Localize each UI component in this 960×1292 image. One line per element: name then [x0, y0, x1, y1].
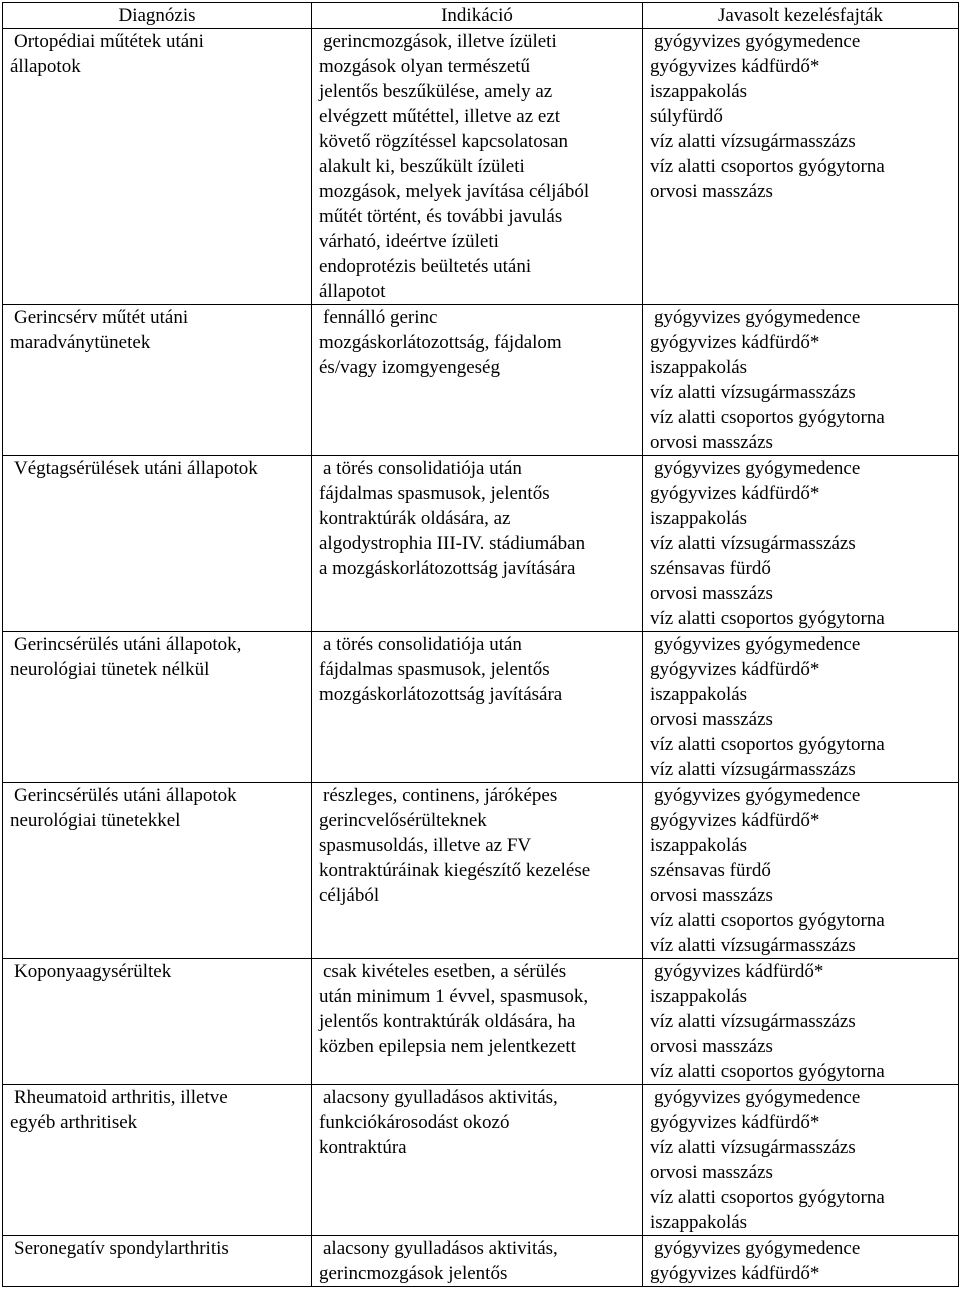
- treatment-item: víz alatti vízsugármasszázs: [650, 1137, 856, 1158]
- treatment-item: gyógyvizes gyógymedence: [654, 31, 861, 52]
- treatment-item: víz alatti csoportos gyógytorna: [650, 734, 885, 755]
- indication-line: követő rögzítéssel kapcsolatosan: [319, 131, 569, 152]
- treatment-item: gyógyvizes kádfürdő*: [650, 810, 820, 831]
- indication-cell: [312, 783, 643, 959]
- indication-line: endoprotézis beültetés utáni: [319, 256, 532, 277]
- indication-cell: [312, 1085, 643, 1236]
- indication-line: fájdalmas spasmusok, jelentős: [319, 483, 550, 504]
- treatment-item: orvosi masszázs: [650, 1162, 773, 1183]
- treatment-item: súlyfürdő: [650, 106, 723, 127]
- diagnosis-line: neurológiai tünetekkel: [10, 810, 181, 831]
- diagnosis-line: Végtagsérülések utáni állapotok: [14, 458, 258, 479]
- treatment-item: iszappakolás: [650, 684, 748, 705]
- treatment-item: gyógyvizes kádfürdő*: [654, 961, 824, 982]
- treatment-item: gyógyvizes kádfürdő*: [650, 56, 820, 77]
- indication-line: alacsony gyulladásos aktivitás,: [323, 1238, 558, 1259]
- indication-line: a mozgáskorlátozottság javítására: [319, 558, 576, 579]
- treatment-item: gyógyvizes kádfürdő*: [650, 1263, 820, 1284]
- treatment-item: gyógyvizes kádfürdő*: [650, 1112, 820, 1133]
- treatment-item: gyógyvizes kádfürdő*: [650, 483, 820, 504]
- treatment-item: víz alatti csoportos gyógytorna: [650, 608, 885, 629]
- indication-line: funkciókárosodást okozó: [319, 1112, 510, 1133]
- treatment-item: gyógyvizes gyógymedence: [654, 458, 861, 479]
- treatment-item: orvosi masszázs: [650, 709, 773, 730]
- table-row: [3, 305, 959, 456]
- treatments-cell: [643, 305, 959, 456]
- treatment-item: orvosi masszázs: [650, 583, 773, 604]
- indication-line: után minimum 1 évvel, spasmusok,: [319, 986, 589, 1007]
- treatment-item: gyógyvizes gyógymedence: [654, 634, 861, 655]
- table-row: [3, 632, 959, 783]
- treatment-item: víz alatti csoportos gyógytorna: [650, 1187, 885, 1208]
- diagnosis-line: maradványtünetek: [10, 332, 151, 353]
- indication-line: közben epilepsia nem jelentkezett: [319, 1036, 576, 1057]
- diagnosis-cell: [3, 456, 312, 632]
- diagnosis-line: Gerincsérülés utáni állapotok,: [14, 634, 242, 655]
- indication-line: gerincvelősérülteknek: [319, 810, 487, 831]
- treatments-cell: [643, 29, 959, 305]
- treatment-item: víz alatti csoportos gyógytorna: [650, 910, 885, 931]
- treatment-item: orvosi masszázs: [650, 181, 773, 202]
- treatment-item: gyógyvizes gyógymedence: [654, 1238, 861, 1259]
- treatment-item: gyógyvizes gyógymedence: [654, 307, 861, 328]
- diagnosis-line: Gerincsérülés utáni állapotok: [14, 785, 237, 806]
- indication-line: jelentős beszűkülése, amely az: [319, 81, 553, 102]
- treatment-item: szénsavas fürdő: [650, 558, 771, 579]
- indication-line: kontraktúra: [319, 1137, 407, 1158]
- table-row: [3, 959, 959, 1085]
- indication-line: mozgáskorlátozottság, fájdalom: [319, 332, 562, 353]
- diagnosis-cell: [3, 632, 312, 783]
- indication-line: algodystrophia III-IV. stádiumában: [319, 533, 586, 554]
- treatment-item: orvosi masszázs: [650, 1036, 773, 1057]
- indication-line: a törés consolidatiója után: [323, 458, 522, 479]
- treatment-item: iszappakolás: [650, 986, 748, 1007]
- table-row: [3, 456, 959, 632]
- indication-line: várható, ideértve ízületi: [319, 231, 499, 252]
- indication-line: spasmusoldás, illetve az FV: [319, 835, 532, 856]
- indication-line: elvégzett műtéttel, illetve az ezt: [319, 106, 561, 127]
- indication-table: [2, 2, 959, 1287]
- indication-line: műtét történt, és további javulás: [319, 206, 563, 227]
- diagnosis-cell: [3, 959, 312, 1085]
- treatment-item: víz alatti vízsugármasszázs: [650, 131, 856, 152]
- treatment-item: víz alatti csoportos gyógytorna: [650, 156, 885, 177]
- indication-line: céljából: [319, 885, 380, 906]
- indication-cell: [312, 305, 643, 456]
- indication-line: csak kivételes esetben, a sérülés: [323, 961, 567, 982]
- indication-line: gerincmozgások, illetve ízületi: [323, 31, 557, 52]
- treatment-item: gyógyvizes gyógymedence: [654, 785, 861, 806]
- diagnosis-line: Seronegatív spondylarthritis: [14, 1238, 229, 1259]
- treatment-item: iszappakolás: [650, 1212, 748, 1233]
- treatments-cell: [643, 959, 959, 1085]
- treatment-item: víz alatti vízsugármasszázs: [650, 382, 856, 403]
- header-treatments: Javasolt kezelésfajták: [643, 3, 959, 29]
- indication-line: és/vagy izomgyengeség: [319, 357, 500, 378]
- indication-line: a törés consolidatiója után: [323, 634, 522, 655]
- diagnosis-cell: [3, 783, 312, 959]
- diagnosis-cell: [3, 29, 312, 305]
- indication-line: jelentős kontraktúrák oldására, ha: [319, 1011, 576, 1032]
- indication-line: mozgások, melyek javítása céljából: [319, 181, 590, 202]
- diagnosis-cell: [3, 305, 312, 456]
- treatment-item: iszappakolás: [650, 81, 748, 102]
- treatment-item: gyógyvizes kádfürdő*: [650, 659, 820, 680]
- indication-line: részleges, continens, járóképes: [323, 785, 558, 806]
- treatment-item: víz alatti vízsugármasszázs: [650, 935, 856, 956]
- treatment-item: víz alatti vízsugármasszázs: [650, 759, 856, 780]
- treatment-item: víz alatti vízsugármasszázs: [650, 533, 856, 554]
- indication-line: mozgások olyan természetű: [319, 56, 531, 77]
- diagnosis-cell: [3, 1236, 312, 1287]
- treatment-item: szénsavas fürdő: [650, 860, 771, 881]
- table-row: [3, 1236, 959, 1287]
- indication-cell: [312, 959, 643, 1085]
- treatment-item: orvosi masszázs: [650, 885, 773, 906]
- diagnosis-line: Rheumatoid arthritis, illetve: [14, 1087, 228, 1108]
- treatments-cell: [643, 783, 959, 959]
- diagnosis-line: Gerincsérv műtét utáni: [14, 307, 189, 328]
- table-row: [3, 1085, 959, 1236]
- treatments-cell: [643, 1085, 959, 1236]
- header-indication: Indikáció: [312, 3, 643, 29]
- diagnosis-line: állapotok: [10, 56, 81, 77]
- treatment-item: orvosi masszázs: [650, 432, 773, 453]
- indication-line: állapotot: [319, 281, 386, 302]
- indication-line: kontraktúrák oldására, az: [319, 508, 511, 529]
- diagnosis-line: Ortopédiai műtétek utáni: [14, 31, 204, 52]
- table-row: [3, 783, 959, 959]
- treatment-item: iszappakolás: [650, 508, 748, 529]
- treatments-cell: [643, 632, 959, 783]
- treatment-item: iszappakolás: [650, 357, 748, 378]
- diagnosis-cell: [3, 1085, 312, 1236]
- diagnosis-line: egyéb arthritisek: [10, 1112, 138, 1133]
- indication-line: kontraktúráinak kiegészítő kezelése: [319, 860, 591, 881]
- indication-line: alakult ki, beszűkült ízületi: [319, 156, 525, 177]
- treatment-item: iszappakolás: [650, 835, 748, 856]
- treatment-item: víz alatti vízsugármasszázs: [650, 1011, 856, 1032]
- indication-cell: [312, 456, 643, 632]
- indication-cell: [312, 29, 643, 305]
- indication-cell: [312, 1236, 643, 1287]
- treatment-item: víz alatti csoportos gyógytorna: [650, 407, 885, 428]
- diagnosis-line: Koponyaagysérültek: [14, 961, 172, 982]
- indication-line: fennálló gerinc: [323, 307, 438, 328]
- indication-cell: [312, 632, 643, 783]
- indication-line: mozgáskorlátozottság javítására: [319, 684, 563, 705]
- header-row: [3, 3, 959, 29]
- treatment-item: víz alatti csoportos gyógytorna: [650, 1061, 885, 1082]
- treatments-cell: [643, 456, 959, 632]
- table-row: [3, 29, 959, 305]
- treatment-item: gyógyvizes gyógymedence: [654, 1087, 861, 1108]
- diagnosis-line: neurológiai tünetek nélkül: [10, 659, 210, 680]
- treatment-item: gyógyvizes kádfürdő*: [650, 332, 820, 353]
- treatments-cell: [643, 1236, 959, 1287]
- indication-line: alacsony gyulladásos aktivitás,: [323, 1087, 558, 1108]
- indication-line: gerincmozgások jelentős: [319, 1263, 508, 1284]
- header-diagnosis: Diagnózis: [3, 3, 312, 29]
- indication-line: fájdalmas spasmusok, jelentős: [319, 659, 550, 680]
